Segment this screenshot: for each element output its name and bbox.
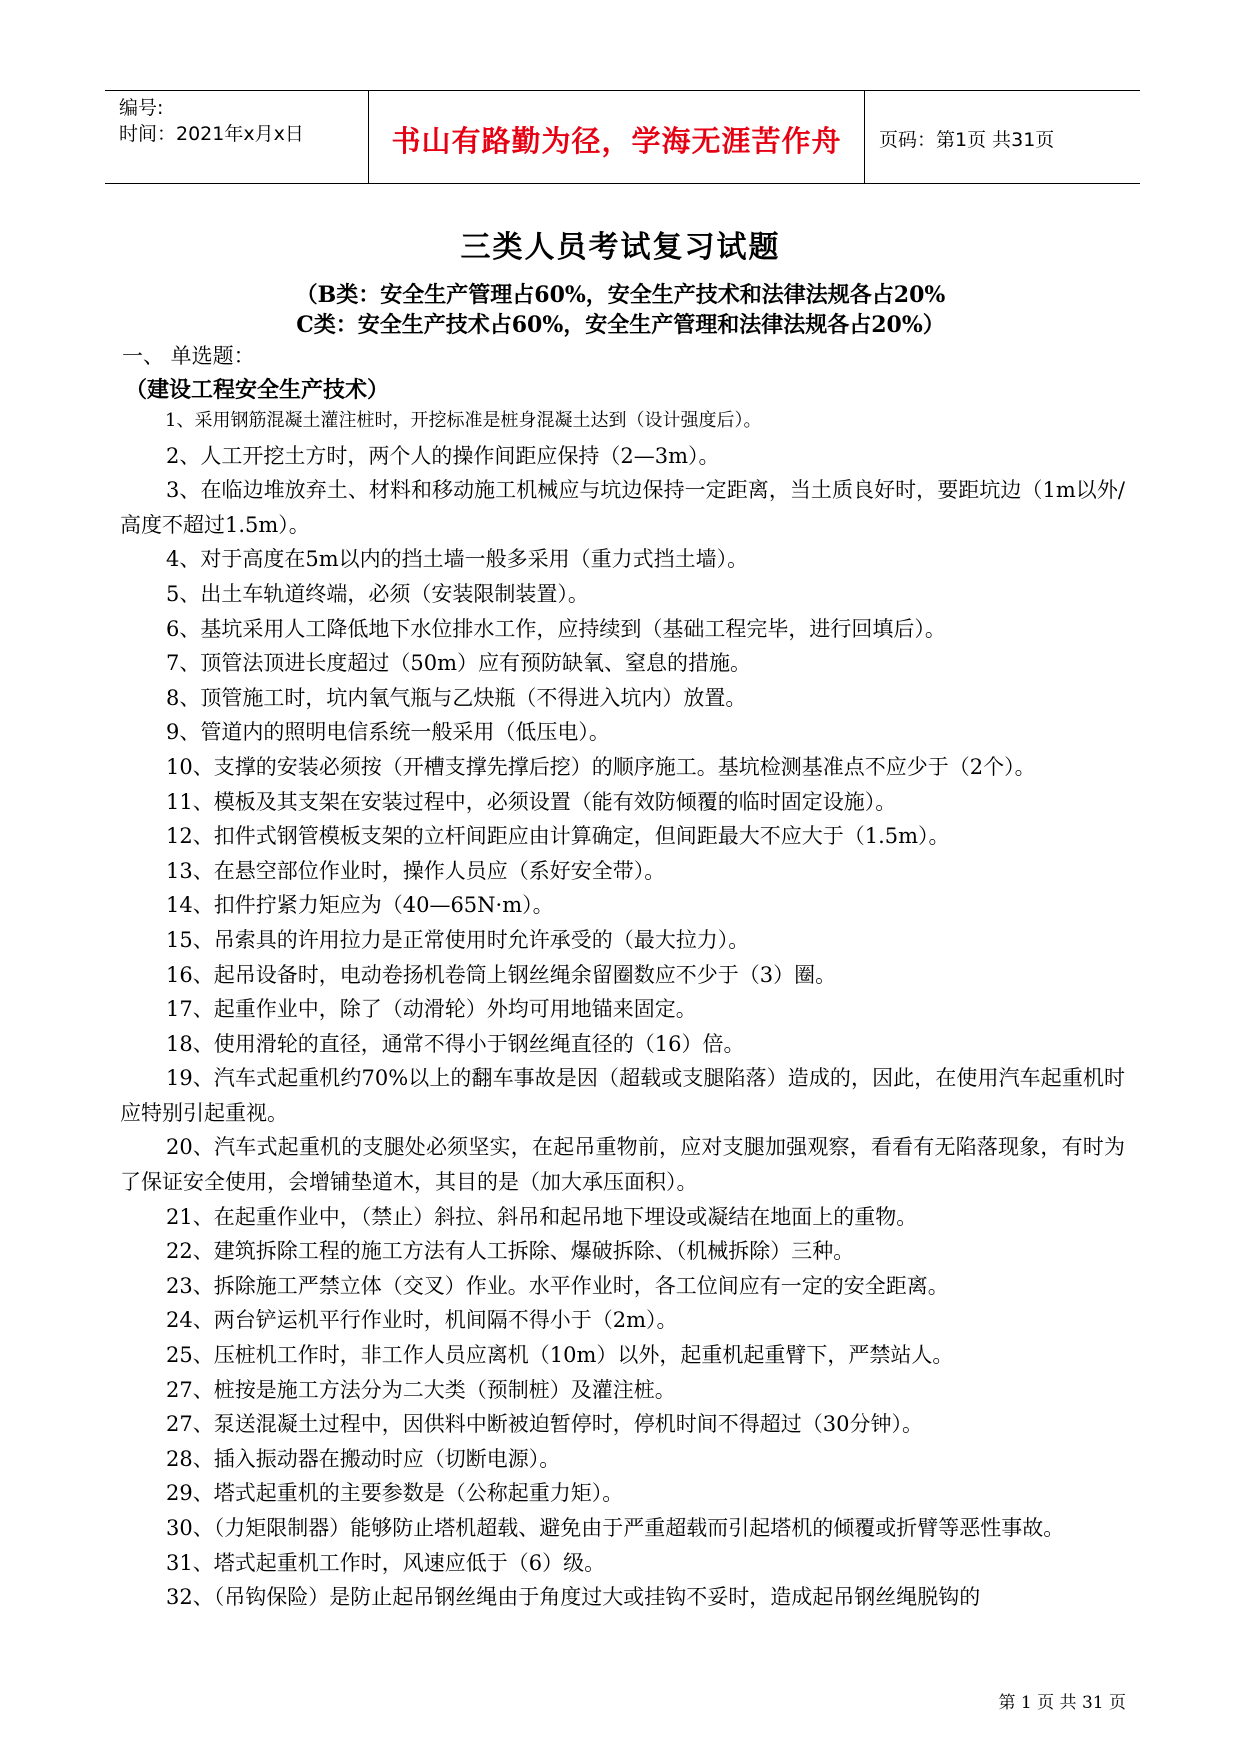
question-item: 5、出土车轨道终端，必须（安装限制装置）。	[166, 581, 589, 606]
question-item: 22、建筑拆除工程的施工方法有人工拆除、爆破拆除、（机械拆除）三种。	[166, 1239, 855, 1264]
question-item: 30、（力矩限制器）能够防止塔机超载、避免由于严重超载而引起塔机的倾覆或折臂等恶性事故。	[166, 1516, 1065, 1540]
question-list	[120, 404, 1125, 1615]
serial-number-label: 编号:	[119, 97, 164, 119]
question-item: 9、管道内的照明电信系统一般采用（低压电）。	[166, 720, 610, 745]
question-item: 29、塔式起重机的主要参数是（公称起重力矩）。	[166, 1481, 624, 1506]
question-item: 15、吊索具的许用拉力是正常使用时允许承受的（最大拉力）。	[166, 927, 750, 952]
subtitle-c-category: C类：安全生产技术占60%，安全生产管理和法律法规各占20%）	[296, 312, 945, 338]
question-item: 23、拆除施工严禁立体（交叉）作业。水平作业时，各工位间应有一定的安全距离。	[166, 1273, 949, 1298]
question-item: 12、扣件式钢管模板支架的立杆间距应由计算确定，但间距最大不应大于（1.5m）。	[166, 824, 950, 849]
question-item: 11、模板及其支架在安装过程中，必须设置（能有效防倾覆的临时固定设施）。	[166, 789, 897, 814]
question-item: 6、基坑采用人工降低地下水位排水工作，应持续到（基础工程完毕，进行回填后）。	[166, 616, 946, 641]
page-footer: 第 1 页 共 31 页	[998, 1693, 1126, 1713]
question-item: 16、起吊设备时，电动卷扬机卷筒上钢丝绳余留圈数应不少于（3）圈。	[166, 962, 837, 987]
question-item: 13、在悬空部位作业时，操作人员应（系好安全带）。	[166, 858, 666, 883]
question-item: 14、扣件拧紧力矩应为（40—65N·m）。	[166, 893, 554, 918]
question-item: 32、（吊钩保险）是防止起吊钢丝绳由于角度过大或挂钩不妥时，造成起吊钢丝绳脱钩的	[166, 1585, 981, 1610]
page-header	[105, 90, 1140, 184]
question-item: 7、顶管法顶进长度超过（50m）应有预防缺氧、窒息的措施。	[166, 651, 751, 676]
question-item: 8、顶管施工时，坑内氧气瓶与乙炔瓶（不得进入坑内）放置。	[166, 685, 747, 710]
question-item: 25、压桩机工作时，非工作人员应离机（10m）以外，起重机起重臂下，严禁站人。	[166, 1343, 954, 1368]
question-item: 19、汽车式起重机约70%以上的翻车事故是因（超载或支腿陷落）造成的，因此，在使用汽车起重机时应特别引起重视。	[120, 1066, 1125, 1125]
header-info-cell	[105, 91, 369, 183]
document-title: 三类人员考试复习试题	[460, 230, 781, 265]
question-item: 24、两台铲运机平行作业时，机间隔不得小于（2m）。	[166, 1308, 678, 1333]
section-heading: 一、 单选题：	[122, 344, 255, 368]
question-item: 20、汽车式起重机的支腿处必须坚实，在起吊重物前，应对支腿加强观察，看看有无陷落现象，有时为了保证安全使用，会增铺垫道木，其目的是（加大承压面积）。	[120, 1135, 1125, 1195]
question-item: 27、泵送混凝土过程中，因供料中断被迫暂停时，停机时间不得超过（30分钟）。	[166, 1412, 923, 1437]
question-item: 2、人工开挖土方时，两个人的操作间距应保持（2—3m）。	[166, 443, 720, 468]
question-item: 18、使用滑轮的直径，通常不得小于钢丝绳直径的（16）倍。	[166, 1031, 745, 1056]
question-item: 4、对于高度在5m以内的挡土墙一般多采用（重力式挡土墙）。	[166, 547, 749, 572]
question-item: 27、桩按是施工方法分为二大类（预制桩）及灌注桩。	[166, 1377, 676, 1402]
header-page-cell	[865, 91, 1140, 183]
header-motto-cell	[369, 91, 865, 183]
date-label: 时间：2021年x月x日	[119, 123, 304, 145]
subtitle-b-category: （B类：安全生产管理占60%，安全生产技术和法律法规各占20%	[295, 282, 946, 308]
question-item: 31、塔式起重机工作时，风速应低于（6）级。	[166, 1550, 606, 1575]
question-item: 17、起重作业中，除了（动滑轮）外均可用地锚来固定。	[166, 997, 697, 1022]
header-page-number: 页码：第1页 共31页	[879, 129, 1055, 151]
question-item: 3、在临边堆放弃土、材料和移动施工机械应与坑边保持一定距离，当土质良好时，要距坑边（1m以外/高度不超过1.5m）。	[120, 478, 1125, 537]
question-item: 10、支撑的安装必须按（开槽支撑先撑后挖）的顺序施工。基坑检测基准点不应少于（2个）。	[166, 754, 1036, 779]
question-item: 21、在起重作业中，（禁止）斜拉、斜吊和起吊地下埋设或凝结在地面上的重物。	[166, 1204, 918, 1229]
question-item: 28、插入振动器在搬动时应（切断电源）。	[166, 1446, 561, 1471]
category-heading: （建设工程安全生产技术）	[125, 377, 390, 403]
motto-text: 书山有路勤为径，学海无涯苦作舟	[391, 124, 842, 158]
question-item: 1、采用钢筋混凝土灌注桩时，开挖标准是桩身混凝土达到（设计强度后）。	[165, 410, 762, 431]
